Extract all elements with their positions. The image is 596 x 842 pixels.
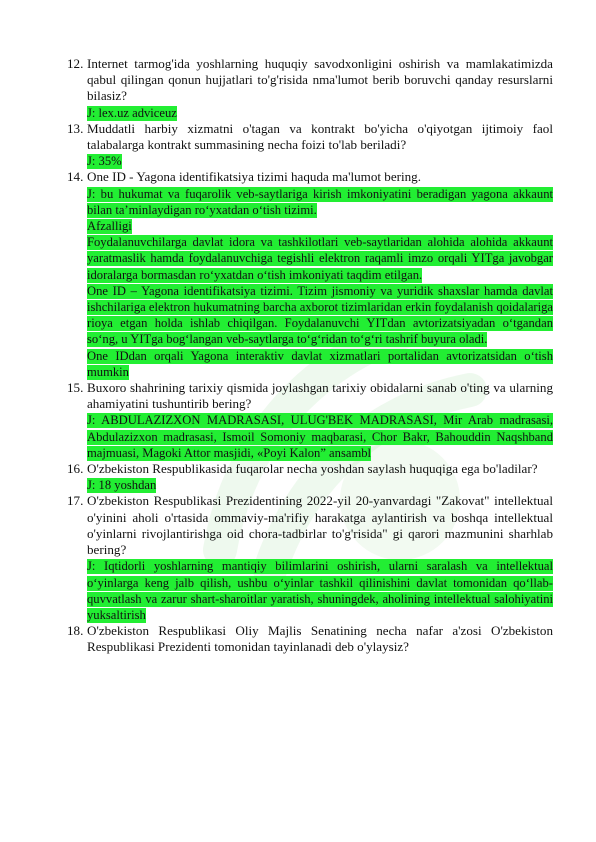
question-text [87,493,553,558]
question-text-content: O'zbekiston Respublikasi Prezidentining 2022-yil 20-yanvardagi "Zakovat" intellektual o'yinini aholi o'rtasida ommaviy-ma'rifiy harakatga aylantirish va boshqa intellektual o'yinlarni rivojlantirishga oid chora-tadbirlar to'g'risida" gi qarori mazmunini sharhlab bering? [87,493,553,558]
answer-highlight: J: bu hukumat va fuqarolik veb-saytlariga kirish imkoniyatini beradigan yagona akkaunt bilan ta’minlaydigan ro‘yxatdan o‘tish tizimi. [87,186,553,217]
question-number: 16. [67,461,84,477]
question-text [87,56,553,105]
question-item [67,169,553,380]
answer-highlight: J: ABDULAZIZXON MADRASASI, ULUG'BEK MADRASASI, Mir Arab madrasasi, Abdulazizxon madrasasi, Ismoil Somoniy maqbarasi, Chor Bakr, Bahouddin Naqshband majmuasi, Magoki Attor masjidi, «Poyi Kalon” ansambl [87,413,553,460]
answer-text [87,558,553,623]
question-item [67,623,553,655]
answer-highlight: Afzalligi [87,219,132,234]
question-number: 13. [67,120,84,136]
question-text-content: Buxoro shahrining tarixiy qismida joylashgan tarixiy obidalarni sanab o'ting va ularning ahamiyatini tushuntirib bering? [87,380,553,412]
answer-text [87,153,553,169]
answer-text [87,105,553,121]
answer-text [87,186,553,218]
question-text [87,380,553,412]
question-text [87,461,553,477]
question-text [87,121,553,153]
answer-text [87,477,553,493]
answer-highlight: J: Iqtidorli yoshlarning mantiqiy bilimlarini oshirish, ularni saralash va intellektual o‘yinlarga keng jalb qilish, ushbu o‘yinlar tashkil qilinishini davlat tomonidan qo‘llab-quvvatlash va zarur shart-sharoitlar yaratish, shuningdek, aholining intellektual salohiyatini yuksaltirish [87,559,553,622]
question-number: 12. [67,56,84,71]
answer-highlight: Foydalanuvchilarga davlat idora va tashkilotlari veb-saytlaridan alohida alohida akkaunt yaratmaslik hamda foydalanuvchiga tegishli elektron raqamli imzo orqali YITga javobgar idoralarga bormasdan ro‘yxatdan o‘tish imkoniyati taqdim etilgan. [87,235,553,282]
question-number: 14. [67,169,84,185]
question-number: 17. [67,493,84,509]
question-item [67,493,553,623]
question-text [87,169,553,185]
question-text-content: One ID - Yagona identifikatsiya tizimi haquda ma'lumot bering. [87,169,421,185]
question-number: 18. [67,623,84,639]
answer-highlight: One ID – Yagona identifikatsiya tizimi. Tizim jismoniy va yuridik shaxslar hamda davlat ishchilariga elektron hukumatning barcha axborot tizimlaridan erkin foydalanish qoidalariga rioya etgan holda ishlab chiqilgan. Foydalanuvchi YITdan avtorizatsiyadan o‘tgandan so‘ng, u YITga bog‘langan veb-saytlarga to‘g‘ridan to‘g‘ri tashrif buyura oladi. [87,283,553,347]
answer-text [87,283,553,348]
answer-text [87,234,553,283]
question-text-content: O'zbekiston Respublikasida fuqarolar necha yoshdan saylash huquqiga ega bo'ladilar? [87,461,538,477]
question-text [87,623,553,655]
question-text-content: Muddatli harbiy xizmatni o'tagan va kontrakt bo'yicha o'qiyotgan ijtimoiy faol talabalarga kontrakt summasining necha foizi to'lab beriladi? [87,120,553,153]
question-item [67,380,553,461]
answer-highlight: J: 35% [87,154,122,169]
answer-highlight: J: 18 yoshdan [87,478,157,493]
question-text-content: Internet tarmog'ida yoshlarning huquqiy savodxonligini oshirish va mamlakatimizda qabul qilingan qonun hujjatlari to'g'risida nma'lumot berib boruvchi qanday resurslarni bilasiz? [87,56,553,104]
answer-highlight: J: lex.uz adviceuz [87,105,177,120]
answer-highlight: One IDdan orqali Yagona interaktiv davlat xizmatlari portalidan avtorizatsidan o‘tish mumkin [87,348,553,379]
question-text-content: O'zbekiston Respublikasi Oliy Majlis Senatining necha nafar a'zosi O'zbekiston Respublikasi Prezidenti tomonidan tayinlanadi deb o'ylaysiz? [87,623,553,655]
question-list [67,56,553,656]
question-item [67,121,553,170]
answer-text [87,412,553,461]
answer-text [87,218,553,234]
question-item [67,461,553,493]
question-number: 15. [67,380,84,396]
question-item [67,56,553,121]
answer-text [87,348,553,380]
